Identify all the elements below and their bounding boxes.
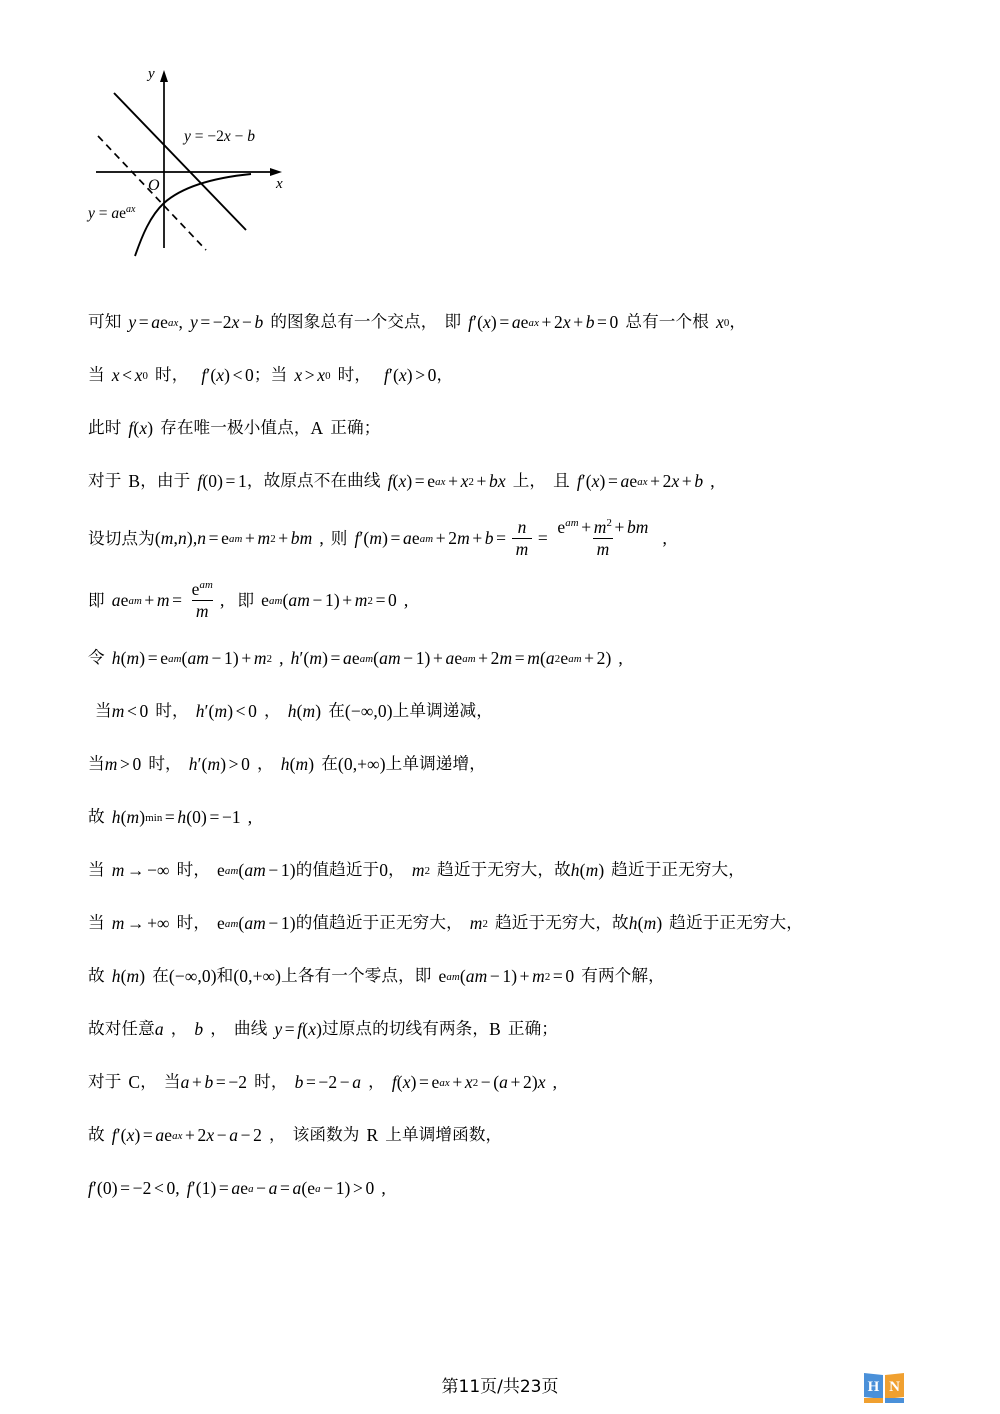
text-line-15: 对于 C ， 当 a + b = −2 时， b = −2 − a ， f ( x ) = e ax + x 2 − ( a + 2) x ,	[88, 1071, 558, 1092]
text-line-11: 当 m → −∞ 时， e am ( am − 1 ) 的值趋近于 0 ， m 2 趋近于无穷大，故 h ( m ) 趋近于正无穷大，	[88, 859, 745, 880]
text-line-4: 对于 B ， 由于 f ( 0 ) = 1 ， 故原点不在曲线 f ( x ) = e ax + x 2 + bx 上， 且 f ′ ( x ) = a e ax + 2 x + b ,	[88, 470, 715, 491]
svg-text:y: y	[148, 66, 155, 82]
logo-letter-n: N	[889, 1379, 900, 1395]
text-line-14: 故对任意 a ， b ， 曲线 y = f ( x ) 过原点的切线有两条， B 正确；	[88, 1018, 559, 1039]
text-line-9: 当 m > 0 时， h ′ ( m ) > 0 ， h ( m ) 在 (0,+∞) 上单调递增，	[88, 753, 486, 774]
text-line-8: 当 m < 0 时， h ′ ( m ) < 0 ， h ( m ) 在 (−∞,0) 上单调递减，	[95, 700, 493, 721]
figure-graph	[86, 58, 306, 258]
page-number-label: 第11页/共23页	[441, 1377, 559, 1397]
page-footer	[0, 1368, 1000, 1408]
text-line-17: f ′ ( 0 ) = −2 < 0 , f ′ ( 1 ) = a e a − a = a ( e a − 1 ) > 0 ,	[88, 1177, 386, 1198]
text-line-13: 故 h ( m ) 在 (−∞,0) 和 (0,+∞) 上各有一个零点， 即 e am ( am − 1 ) + m 2 = 0 有两个解，	[88, 965, 665, 986]
text-line-3: 此时 f ( x ) 存在唯一极小值点， A 正确；	[88, 417, 381, 438]
text-line-10: 故 h ( m ) min = h ( 0 ) = −1 ,	[88, 806, 253, 827]
logo-letter-h: H	[867, 1379, 880, 1395]
text-line-7: 令 h ( m ) = e am ( am − 1 ) + m 2 , h ′ ( m ) = a e am ( am − 1 ) + a e am + 2 m = m ( a 2 e am + 2 ) ,	[88, 647, 623, 668]
text-line-2: 当 x < x 0 时， f ′ ( x ) < 0 ； 当 x > x 0 时， f ′ ( x ) > 0 ，	[88, 364, 454, 385]
text-line-5: 设切点为 ( m , n ) , n = e am + m 2 + bm , 则 f ′ ( m ) = a e am + 2 m + b = $\frac{n}{m}$ = $\frac{e^{am} + m^2 + bm}{m}$ ,	[88, 517, 668, 559]
svg-text:y = aeax: $y = ae^{ax}$	[88, 204, 136, 222]
solution-body	[88, 296, 928, 1215]
svg-text:y = −2x − b: y = −2x − b	[184, 128, 256, 145]
svg-text:O: O	[148, 177, 160, 194]
text-line-6: 即 a e am + m = $\frac{e^{am}}{m}$ , 即 e am ( am − 1 ) + m 2 = 0 ,	[88, 579, 409, 621]
svg-text:x: x	[276, 176, 283, 192]
text-line-12: 当 m → +∞ 时， e am ( am − 1 ) 的值趋近于正无穷大， m 2 趋近于无穷大，故 h ( m ) 趋近于正无穷大，	[88, 912, 803, 933]
text-line-16: 故 f ′ ( x ) = a e ax + 2 x − a − 2 ， 该函数为 R 上单调增函数，	[88, 1124, 503, 1145]
text-line-1: 可知 y = a e ax , y = −2 x − b 的图象总有一个交点， 即 f ′ ( x ) = a e ax + 2 x + b = 0 总有一个根 x 0 ，	[88, 311, 747, 332]
publisher-logo-icon	[862, 1370, 906, 1408]
